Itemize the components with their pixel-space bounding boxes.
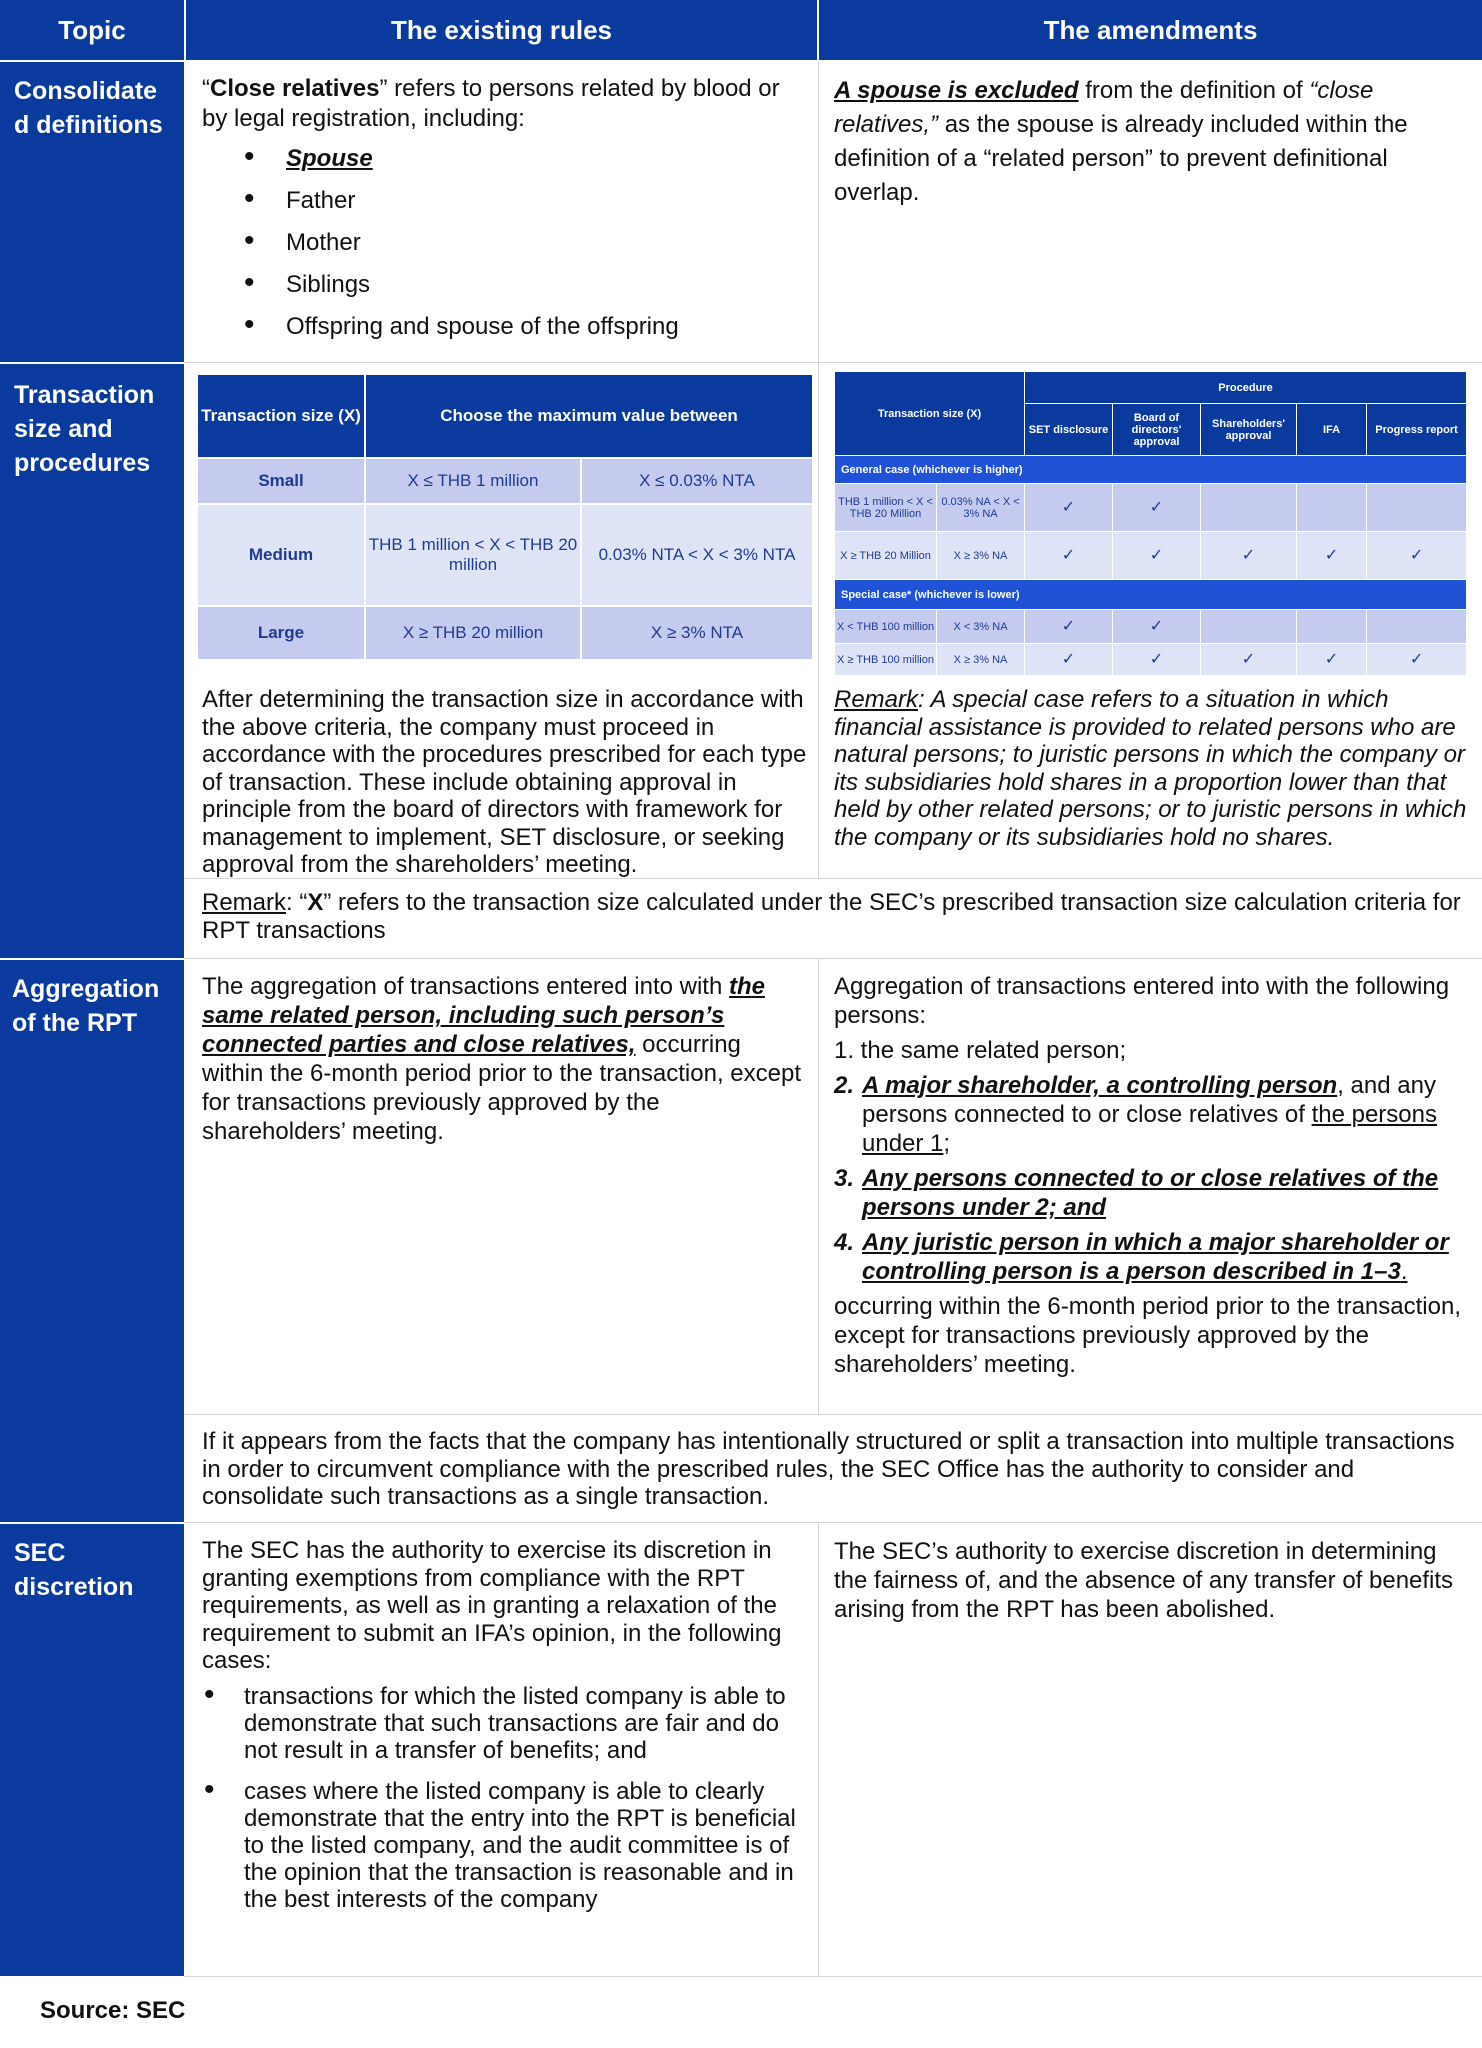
check-mark: ✓ — [1113, 644, 1201, 676]
procedure-table — [834, 371, 1467, 676]
row3-amendment — [834, 972, 1470, 1379]
check-mark: ✓ — [1113, 484, 1201, 532]
list-item: 1. the same related person; — [834, 1037, 1127, 1064]
check-mark — [1367, 484, 1467, 532]
table-cell: X ≤ 0.03% NTA — [581, 458, 813, 504]
transaction-size-table — [196, 373, 814, 661]
row4-existing — [202, 1537, 806, 1927]
close-relatives-definition: “Close relatives” refers to persons related by blood or by legal registration, including: — [202, 75, 780, 132]
check-mark: ✓ — [1025, 610, 1113, 644]
relatives-list — [202, 138, 802, 348]
col-board-approval: Board of directors' approval — [1113, 404, 1201, 456]
row4-amendment: The SEC’s authority to exercise discretion in determining the fairness of, and the absence of any transfer of benefits arising from the RPT has been abolished. — [834, 1538, 1454, 1623]
list-item: • Spouse — [202, 138, 802, 180]
proc-size-header: Transaction size (X) — [835, 372, 1025, 456]
check-mark: ✓ — [1113, 532, 1201, 580]
aggregation-outro: occurring within the 6-month period prior to the transaction, except for transactions previously approved by the shareholders’ meeting. — [834, 1293, 1461, 1378]
divider — [818, 62, 819, 878]
divider — [818, 1522, 819, 1976]
sec-discretion-cases — [202, 1683, 806, 1913]
table-cell: THB 1 million < X < THB 20 million — [365, 504, 581, 606]
table-cell: 0.03% NA < X < 3% NA — [937, 484, 1025, 532]
divider — [184, 1414, 1482, 1415]
list-item: • Offspring and spouse of the offspring — [202, 306, 802, 348]
col-set-disclosure: SET disclosure — [1025, 404, 1113, 456]
check-mark — [1201, 610, 1297, 644]
check-mark: ✓ — [1113, 610, 1201, 644]
header-amendments: The amendments — [819, 0, 1482, 60]
check-mark: ✓ — [1297, 532, 1367, 580]
row2-existing-text: After determining the transaction size in accordance with the above criteria, the company must proceed in accordance with the procedures prescribed for each type of transaction. These include obtaining approval in principle from the board of directors with framework for management to implement, SET disclosure, or seeking approval from the shareholders’ meeting. — [202, 686, 807, 878]
check-mark: ✓ — [1367, 644, 1467, 676]
list-item: • Mother — [202, 222, 802, 264]
source-note: Source: SEC — [40, 1997, 186, 2024]
table-cell: Small — [197, 458, 365, 504]
check-mark: ✓ — [1367, 532, 1467, 580]
list-item: • transactions for which the listed company is able to demonstrate that such transactions are fair and do not result in a transfer of benefits; and — [202, 1683, 806, 1764]
table-cell: X < 3% NA — [937, 610, 1025, 644]
header-existing: The existing rules — [186, 0, 817, 60]
list-item: 3. Any persons connected to or close relatives of the persons under 2; and — [834, 1165, 1439, 1221]
table-cell: X ≥ THB 20 Million — [835, 532, 937, 580]
check-mark: ✓ — [1201, 532, 1297, 580]
check-mark: ✓ — [1025, 644, 1113, 676]
row2-remark: Remark: “X” refers to the transaction size calculated under the SEC’s prescribed transaction size calculation criteria for RPT transactions — [202, 889, 1461, 944]
table-cell: Medium — [197, 504, 365, 606]
max-value-header: Choose the maximum value between — [365, 374, 813, 458]
row2-amendment-remark: Remark: A special case refers to a situation in which financial assistance is provided to related persons who are natural persons; to juristic persons in which the company or its subsidiaries hold shares in a proportion lower than that held by other related persons; or to juristic persons in which the company or its subsidiaries hold no shares. — [834, 686, 1467, 851]
table-cell: THB 1 million < X < THB 20 Million — [835, 484, 937, 532]
table-cell: 0.03% NTA < X < 3% NTA — [581, 504, 813, 606]
table-cell: X ≥ THB 20 million — [365, 606, 581, 660]
list-item: • Father — [202, 180, 802, 222]
sec-discretion-intro: The SEC has the authority to exercise its discretion in granting exemptions from compliance with the RPT requirements, as well as in granting a relaxation of the requirement to submit an IFA’s opinion, in the following cases: — [202, 1537, 782, 1674]
table-cell: X ≥ 3% NA — [937, 644, 1025, 676]
divider — [184, 1976, 1482, 1977]
procedure-header: Procedure — [1025, 372, 1467, 404]
check-mark: ✓ — [1025, 484, 1113, 532]
check-mark: ✓ — [1025, 532, 1113, 580]
col-progress-report: Progress report — [1367, 404, 1467, 456]
check-mark — [1201, 484, 1297, 532]
col-shareholders-approval: Shareholders' approval — [1201, 404, 1297, 456]
aggregation-intro: Aggregation of transactions entered into with the following persons: — [834, 973, 1450, 1029]
col-ifa: IFA — [1297, 404, 1367, 456]
row3-existing: The aggregation of transactions entered into with the same related person, including such person’s connected parties and close relatives, occurring within the 6-month period prior to the transaction, except for transactions previously approved by the shareholders’ meeting. — [202, 973, 801, 1145]
divider — [184, 958, 1482, 959]
list-item: 4. Any juristic person in which a major shareholder or controlling person is a person described in 1–3. — [834, 1229, 1449, 1285]
table-cell: X ≤ THB 1 million — [365, 458, 581, 504]
list-item: • Siblings — [202, 264, 802, 306]
list-item: 2. A major shareholder, a controlling person, and any persons connected to or close relatives of the persons under 1; — [834, 1072, 1437, 1157]
check-mark — [1297, 484, 1367, 532]
row3-shared-note: If it appears from the facts that the company has intentionally structured or split a transaction into multiple transactions in order to circumvent compliance with the prescribed rules, the SEC Office has the authority to consider and consolidate such transactions as a single transaction. — [202, 1428, 1455, 1510]
list-item: • cases where the listed company is able to clearly demonstrate that the entry into the RPT is beneficial to the listed company, and the audit committee is of the opinion that the transaction is reasonable and in the best interests of the company — [202, 1778, 806, 1913]
topic-sec-discretion: SEC discretion — [0, 1524, 184, 1976]
general-case-label: General case (whichever is higher) — [835, 456, 1467, 484]
check-mark — [1297, 610, 1367, 644]
row1-amendment: A spouse is excluded from the definition of “close relatives,” as the spouse is already included within the definition of a “related person” to prevent definitional overlap. — [834, 77, 1408, 206]
table-cell: X ≥ THB 100 million — [835, 644, 937, 676]
size-col-header: Transaction size (X) — [197, 374, 365, 458]
aggregation-list — [834, 1036, 1470, 1286]
row1-existing — [202, 74, 802, 348]
topic-aggregation: Aggregation of the RPT — [0, 960, 184, 1522]
check-mark — [1367, 610, 1467, 644]
check-mark: ✓ — [1297, 644, 1367, 676]
special-case-label: Special case* (whichever is lower) — [835, 580, 1467, 610]
divider — [818, 958, 819, 1414]
header-topic: Topic — [0, 0, 184, 60]
table-cell: X < THB 100 million — [835, 610, 937, 644]
table-cell: X ≥ 3% NTA — [581, 606, 813, 660]
check-mark: ✓ — [1201, 644, 1297, 676]
divider — [184, 362, 1482, 363]
table-cell: X ≥ 3% NA — [937, 532, 1025, 580]
topic-transaction-size: Transaction size and procedures — [0, 364, 184, 958]
divider — [184, 1522, 1482, 1523]
table-cell: Large — [197, 606, 365, 660]
topic-consolidated-definitions: Consolidate d definitions — [0, 62, 184, 362]
